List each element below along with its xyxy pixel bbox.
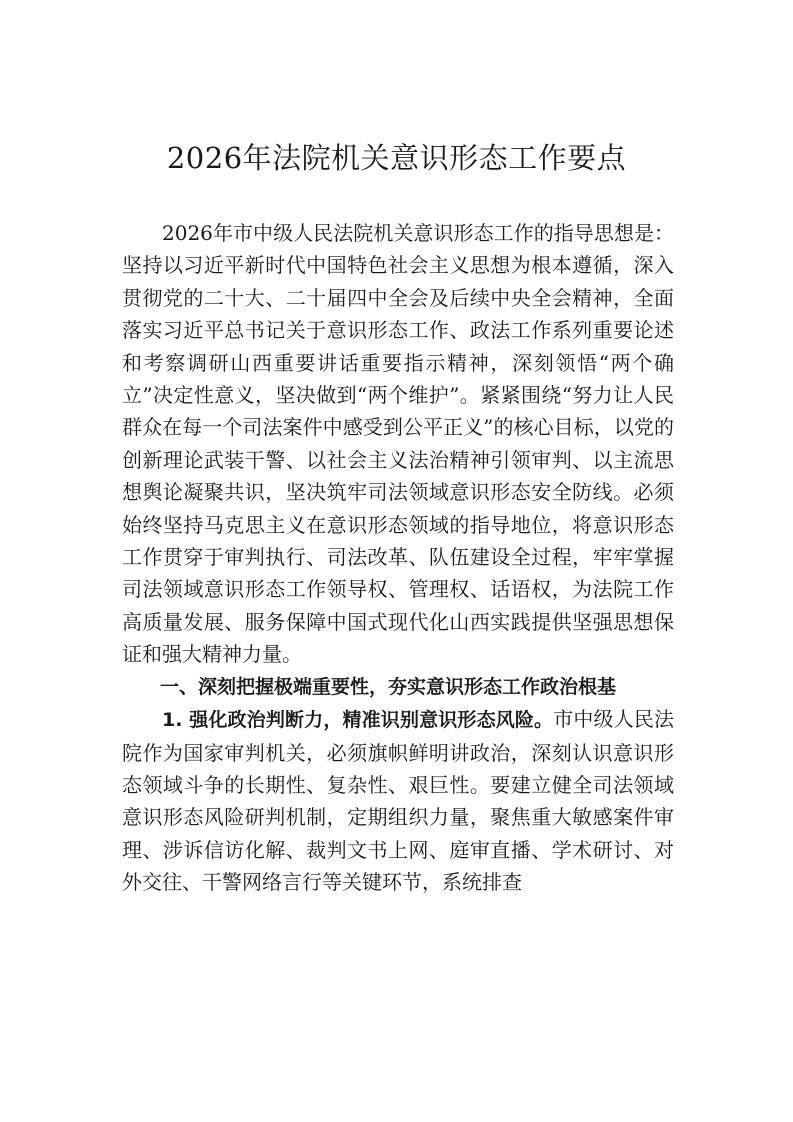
section-1-heading: 一、深刻把握极端重要性，夯实意识形态工作政治根基 [160, 675, 617, 698]
document-body [122, 217, 674, 899]
intro-paragraph: 2026年市中级人民法院机关意识形态工作的指导思想是：坚持以习近平新时代中国特色社会主义思想为根本遵循，深入贯彻党的二十大、二十届四中全会及后续中央全会精神，全面落实习近平总书记关于意识形态工作、政法工作系列重要论述和考察调研山西重要讲话重要指示精神，深刻领悟“两个确立”决定性意义，坚决做到“两个维护”。紧紧围绕“努力让人民群众在每一个司法案件中感受到公平正义”的核心目标，以党的创新理论武装干警、以社会主义法治精神引领审判、以主流思想舆论凝聚共识，坚决筑牢司法领域意识形态安全防线。必须始终坚持马克思主义在意识形态领域的指导地位，将意识形态工作贯穿于审判执行、司法改革、队伍建设全过程，牢牢掌握司法领域意识形态工作领导权、管理权、话语权，为法院工作高质量发展、服务保障中国式现代化山西实践提供坚强思想保证和强大精神力量。 [122, 221, 674, 667]
document-title: 2026年法院机关意识形态工作要点 [166, 141, 627, 175]
section-1-item-1-text: 市中级人民法院作为国家审判机关，必须旗帜鲜明讲政治，深刻认识意识形态领域斗争的长期性、复杂性、艰巨性。要建立健全司法领域意识形态风险研判机制，定期组织力量，聚焦重大敏感案件审理、涉诉信访化解、裁判文书上网、庭审直播、学术研讨、对外交往、干警网络言行等关键环节，系统排查 [122, 707, 675, 895]
section-1-item-1-lead: 1. 强化政治判断力，精准识别意识形态风险。 [162, 709, 554, 732]
section-1-item-1 [122, 703, 674, 898]
